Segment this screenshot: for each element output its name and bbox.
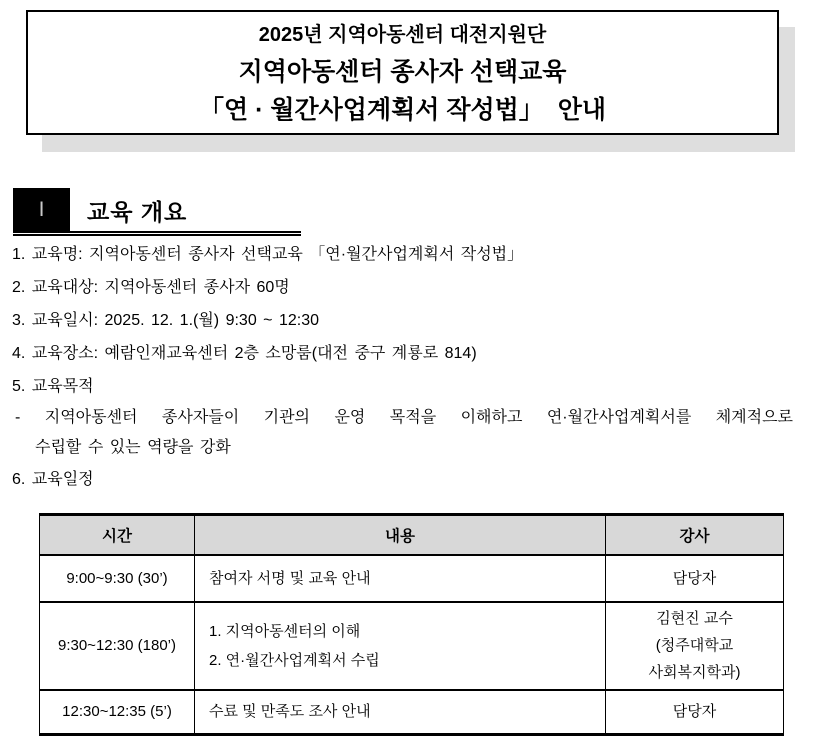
title-box bbox=[26, 10, 779, 135]
row3-content bbox=[195, 690, 606, 735]
row2-lecturer-line-1: 김현진 교수 bbox=[656, 610, 733, 627]
table-row bbox=[40, 555, 784, 602]
table-row bbox=[40, 602, 784, 690]
row3-time: 12:30~12:35 (5’) bbox=[40, 690, 195, 735]
row2-lecturer-line-3: 사회복지학과) bbox=[648, 664, 741, 681]
title-line-2: 지역아동센터 종사자 선택교육 bbox=[238, 58, 567, 86]
overview-item-4: 4. 교육장소: 예람인재교육센터 2층 소망룸(대전 중구 계룡로 814) bbox=[12, 345, 477, 362]
row2-time: 9:30~12:30 (180’) bbox=[40, 602, 195, 690]
row1-lecturer bbox=[606, 555, 784, 602]
row3-lecturer bbox=[606, 690, 784, 735]
row1-content bbox=[195, 555, 606, 602]
row2-content-line-2: 2. 연·월간사업계획서 수립 bbox=[209, 651, 380, 669]
overview-item-2: 2. 교육대상: 지역아동센터 종사자 60명 bbox=[12, 279, 290, 296]
overview-item-5: 5. 교육목적 bbox=[12, 378, 94, 395]
overview-item-5-objective-line-2: 수립할 수 있는 역량을 강화 bbox=[35, 439, 231, 456]
table-row bbox=[40, 690, 784, 735]
row1-time: 9:00~9:30 (30’) bbox=[40, 555, 195, 602]
overview-item-1: 1. 교육명: 지역아동센터 종사자 선택교육 「연·월간사업계획서 작성법」 bbox=[12, 246, 524, 263]
row1-lecturer-line: 담당자 bbox=[672, 569, 717, 587]
row3-content-line: 수료 및 만족도 조사 안내 bbox=[209, 703, 371, 721]
row2-content-line-1: 1. 지역아동센터의 이해 bbox=[209, 622, 361, 640]
title-line-1: 2025년 지역아동센터 대전지원단 bbox=[258, 24, 547, 46]
overview-item-5-objective-line-1: - 지역아동센터 종사자들이 기관의 운영 목적을 이해하고 연·월간사업계획서를 체계적으로 bbox=[15, 409, 793, 426]
title-line-3: 「연 · 월간사업계획서 작성법」 안내 bbox=[198, 96, 606, 124]
section-heading bbox=[13, 188, 301, 236]
overview-item-6: 6. 교육일정 bbox=[12, 471, 94, 488]
col-header-time: 시간 bbox=[40, 515, 195, 555]
section-numeral-box bbox=[13, 188, 70, 231]
section-title: 교육 개요 bbox=[87, 199, 188, 225]
col-header-content: 내용 bbox=[195, 515, 606, 555]
schedule-header-row bbox=[40, 515, 784, 555]
row2-content bbox=[195, 602, 606, 690]
col-header-lecturer: 강사 bbox=[606, 515, 784, 555]
overview-item-3: 3. 교육일시: 2025. 12. 1.(월) 9:30 ~ 12:30 bbox=[12, 312, 319, 329]
overview-list bbox=[12, 238, 793, 496]
row2-lecturer bbox=[606, 602, 784, 690]
row2-lecturer-line-2: (청주대학교 bbox=[655, 637, 734, 654]
row1-content-line: 참여자 서명 및 교육 안내 bbox=[209, 569, 371, 587]
row3-lecturer-line: 담당자 bbox=[672, 703, 717, 721]
section-numeral: I bbox=[38, 197, 45, 221]
schedule-table bbox=[39, 513, 784, 736]
